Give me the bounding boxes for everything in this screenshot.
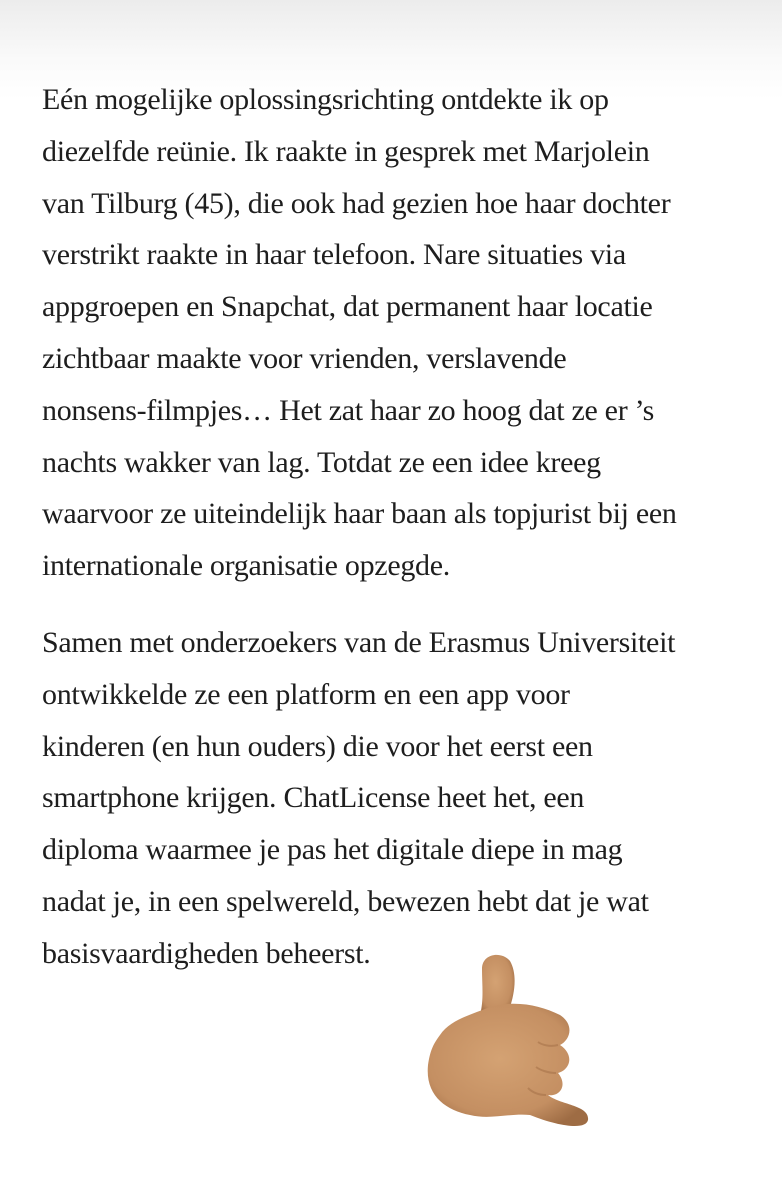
text-line: diezelfde reünie. Ik raakte in gesprek met Marjolein	[42, 134, 650, 168]
call-me-hand-emoji-icon	[410, 945, 600, 1135]
text-line: ontwikkelde ze een platform en een app voor	[42, 677, 570, 711]
text-line: waarvoor ze uiteindelijk haar baan als topjurist bij een	[42, 497, 677, 531]
text-line: zichtbaar maakte voor vrienden, verslavende	[42, 341, 567, 375]
text-line: Eén mogelijke oplossingsrichting ontdekte ik op	[42, 83, 609, 116]
text-line: diploma waarmee je pas het digitale diepe in mag	[42, 833, 623, 867]
text-line: basisvaardigheden beheerst.	[42, 936, 371, 970]
text-line: internationale organisatie opzegde.	[42, 549, 450, 583]
text-line: kinderen (en hun ouders) die voor het eerst een	[42, 729, 593, 763]
text-line: nachts wakker van lag. Totdat ze een idee kreeg	[42, 445, 601, 479]
article-paragraph-2	[42, 617, 675, 980]
text-line: smartphone krijgen. ChatLicense heet het, een	[42, 781, 585, 815]
text-line: appgroepen en Snapchat, dat permanent haar locatie	[42, 290, 653, 324]
article-paragraph-1	[42, 74, 677, 592]
text-line: verstrikt raakte in haar telefoon. Nare situaties via	[42, 238, 626, 272]
text-line: nonsens-filmpjes… Het zat haar zo hoog dat ze er ’s	[42, 393, 654, 427]
text-line: nadat je, in een spelwereld, bewezen hebt dat je wat	[42, 884, 649, 918]
text-line: van Tilburg (45), die ook had gezien hoe haar dochter	[42, 186, 671, 220]
text-line: Samen met onderzoekers van de Erasmus Universiteit	[42, 626, 676, 659]
